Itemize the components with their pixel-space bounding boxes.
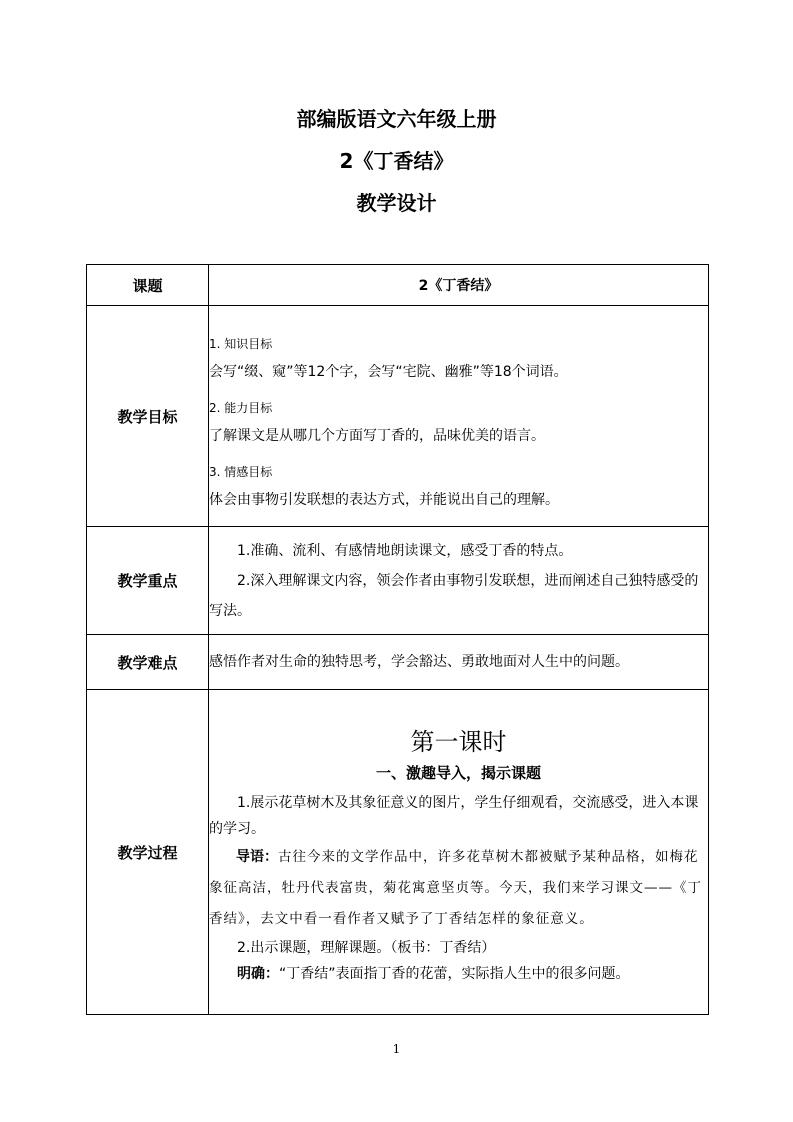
table-row-key-points xyxy=(87,527,709,635)
topic-value: 2《丁香结》 xyxy=(209,265,709,306)
goal-heading-ability: 2. 能力目标 xyxy=(209,401,273,415)
goal-heading-knowledge: 1. 知识目标 xyxy=(209,337,273,351)
clarify-paragraph xyxy=(209,961,708,987)
process-step-1: 1.展示花草树木及其象征意义的图片，学生仔细观看，交流感受，进入本课的学习。 xyxy=(209,794,699,837)
goal-text-knowledge: 会写“缀、窥”等12个字，会写“宅院、幽雅”等18个词语。 xyxy=(209,364,568,380)
section-title: 一、激趣导入，揭示课题 xyxy=(375,763,541,782)
guide-text: 古往今来的文学作品中，许多花草树木都被赋予某种品格，如梅花象征高洁，牡丹代表富贵，菊花寓意坚贞等。今天，我们来学习课文——《丁香结》，去文中看一看作者又赋予了丁香结怎样的象征意义。 xyxy=(209,848,702,927)
key-point-2: 2.深入理解课文内容，领会作者由事物引发联想，进而阐述自己独特感受的写法。 xyxy=(209,572,699,619)
difficulties-label: 教学难点 xyxy=(87,635,209,690)
goals-label: 教学目标 xyxy=(87,306,209,527)
process-step-2: 2.出示课题，理解课题。（板书：丁香结） xyxy=(237,939,496,956)
table-row-process xyxy=(87,690,709,1015)
goal-heading-emotion: 3. 情感目标 xyxy=(209,465,273,479)
goal-text-emotion: 体会由事物引发联想的表达方式，并能说出自己的理解。 xyxy=(209,492,559,508)
clarify-label: 明确： xyxy=(237,965,279,982)
key-points-label: 教学重点 xyxy=(87,527,209,635)
guide-label: 导语： xyxy=(236,848,278,865)
page-number: 1 xyxy=(392,1042,401,1056)
table-row-difficulties xyxy=(87,635,709,690)
process-label: 教学过程 xyxy=(87,690,209,1015)
difficulty-text: 感悟作者对生命的独特思考，学会豁达、勇敢地面对人生中的问题。 xyxy=(209,654,629,670)
document-type: 教学设计 xyxy=(356,191,437,215)
topic-label: 课题 xyxy=(87,265,209,306)
key-point-1: 1.准确、流利、有感情地朗读课文，感受丁香的特点。 xyxy=(237,542,573,559)
process-content xyxy=(209,690,709,1015)
lesson-period-title: 第一课时 xyxy=(410,727,507,756)
guide-paragraph xyxy=(209,842,708,935)
lesson-name: 2《丁香结》 xyxy=(339,149,454,173)
difficulties-content xyxy=(209,635,709,690)
key-points-content xyxy=(209,527,709,635)
goal-text-ability: 了解课文是从哪几个方面写丁香的，品味优美的语言。 xyxy=(209,428,545,444)
document-title: 部编版语文六年级上册 xyxy=(296,107,497,131)
table-row-topic xyxy=(87,265,709,306)
table-row-goals xyxy=(87,306,709,527)
goals-content xyxy=(209,306,709,527)
lesson-plan-table xyxy=(86,264,709,1015)
clarify-text: “丁香结”表面指丁香的花蕾，实际指人生中的很多问题。 xyxy=(279,965,630,982)
